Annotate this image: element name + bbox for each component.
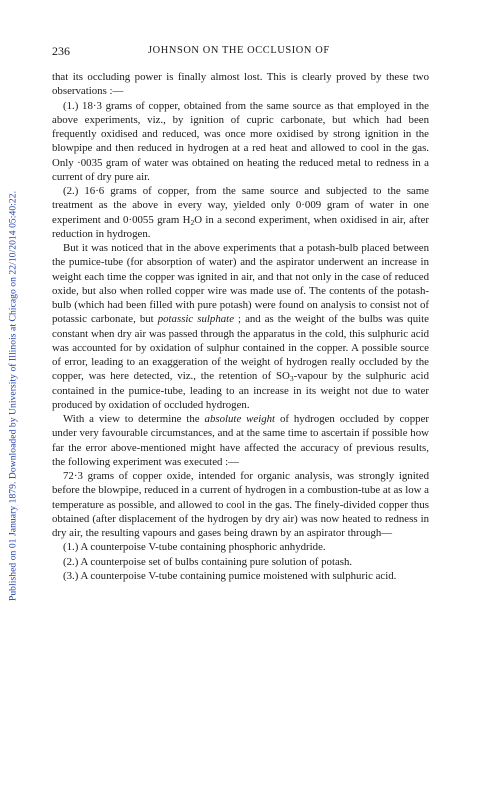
- page-header: [52, 44, 430, 60]
- paragraph-potash-bulb: [52, 241, 429, 412]
- italic-text: absolute weight: [204, 413, 276, 425]
- subscript: 3: [289, 374, 294, 384]
- text-run: of hydrogen occluded by copper under very favourable circumstances, and at the same time to ascertain if possible how far the error above-mentioned might have affected the accuracy of previous results, the following experiment was executed :—: [52, 413, 429, 468]
- text-run: -vapour by the sulphuric acid contained in the pumice-tube, leading to an increase in its weight not due to water produced by oxidation of occluded hydrogen.: [52, 370, 429, 411]
- paragraph-experiment: 72·3 grams of copper oxide, intended for organic analysis, was strongly ignited before the blowpipe, reduced in a current of hydrogen in a combustion-tube at as low a temperature as possible, and allowed to cool in the gas. The finely-divided copper thus obtained (after displacement of the hydrogen by dry air) was now heated to redness in dry air, the resulting vapours and gases being drawn by an aspirator through—: [52, 470, 429, 539]
- download-watermark-sidebar: [0, 0, 26, 792]
- list-item-2: (2.) A counterpoise set of bulbs containing pure solution of potash.: [63, 555, 353, 568]
- paragraph-continuation: that its occluding power is finally almost lost. This is clearly proved by these two observations :—: [52, 71, 429, 98]
- text-run: With a view to determine the: [63, 413, 205, 425]
- text-run: ; and as the weight of the bulbs was quite constant when dry air was passed through the apparatus in the cold, this sulphuric acid was accounted for by oxidation of sulphur contained in the copper. A possible source of error, leading to an exaggeration of the weight of hydrogen really occluded by the copper, was here detected, viz., the retention of SO: [52, 313, 429, 383]
- paragraph-observation-2: [52, 184, 429, 241]
- page-number: 236: [52, 44, 70, 58]
- paragraph-observation-1: (1.) 18·3 grams of copper, obtained from the same source as that employed in the above experiments, viz., by ignition of cupric carbonate, but which had been frequently oxidised and reduced, was once more oxidised by strong ignition in the blowpipe and then reduced in hydrogen at a red heat and allowed to cool in the gas. Only ·0035 gram of water was obtained on heating the reduced metal to redness in a current of dry pure air.: [52, 99, 429, 183]
- text-run: (2.) 16·6 grams of copper, from the same source and subjected to the same treatment as the above in every way, yielded only 0·009 gram of water in one experiment and 0·0055 gram H: [52, 185, 429, 226]
- subscript: 2: [190, 217, 195, 227]
- list-item-3: (3.) A counterpoise V-tube containing pumice moistened with sulphuric acid.: [63, 569, 397, 582]
- text-run: O in a second experiment, when oxidised in air, after reduction in hydrogen.: [52, 213, 429, 240]
- running-title: JOHNSON ON THE OCCLUSION OF: [148, 45, 330, 56]
- download-watermark-text: Published on 01 January 1879. Downloaded by University of Illinois at Chicago on 22/10/2014 05:40:22.: [7, 190, 19, 602]
- italic-text: potassic sulphate: [157, 313, 235, 326]
- list-item-1: (1.) A counterpoise V-tube containing phosphoric anhydride.: [63, 541, 326, 554]
- paragraph-absolute-weight: [52, 412, 429, 469]
- text-run: But it was noticed that in the above experiments that a potash-bulb placed between the pumice-tube (for absorption of water) and the aspirator underwent an increase in weight each time the copper was ignited in air, and that not only in the case of reduced oxide, but also when rolled copper wire was made use of. The contents of the potash-bulb (which had been filled with pure potash) were found on analysis to consist not of potassic carbonate, but: [52, 242, 429, 326]
- article-body: [52, 70, 429, 583]
